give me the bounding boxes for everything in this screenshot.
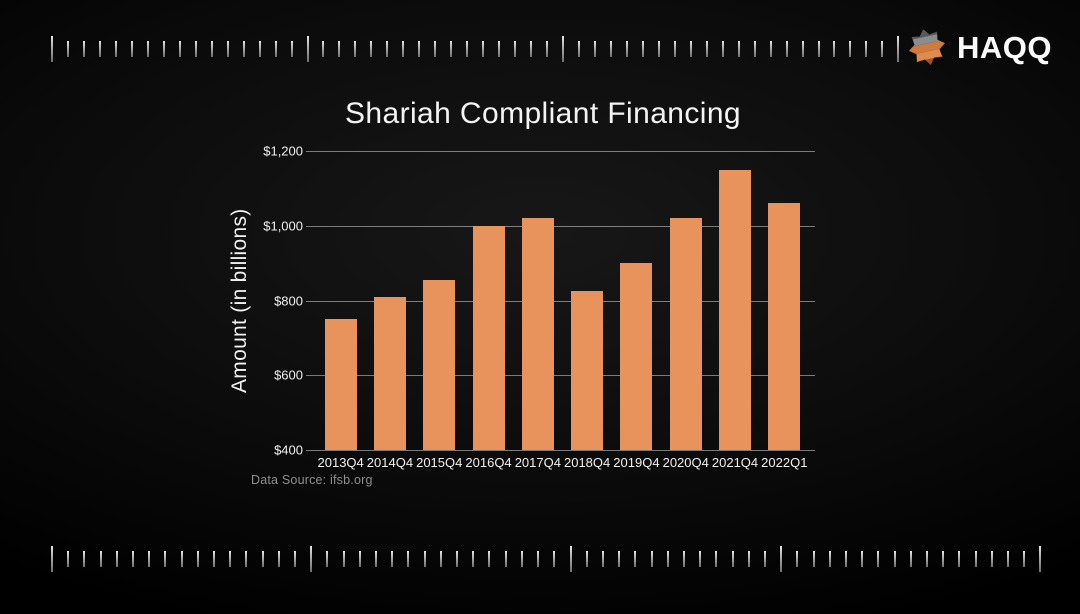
brand — [906, 26, 1052, 68]
ruler-tick — [132, 551, 134, 567]
ruler-tick — [514, 41, 516, 57]
ruler-tick — [618, 551, 620, 567]
ruler-tick — [833, 41, 835, 57]
x-tick-label: 2016Q4 — [465, 455, 512, 470]
chart-bar-2014Q4 — [374, 297, 406, 450]
bar-slot — [365, 151, 414, 470]
chart-bar-2018Q4 — [571, 291, 603, 450]
ruler-tick — [958, 551, 960, 567]
ruler-tick — [243, 41, 245, 57]
chart-bar-2019Q4 — [620, 263, 652, 450]
ruler-tick — [83, 551, 85, 567]
ruler-tick — [99, 41, 101, 57]
ruler-tick — [163, 41, 165, 57]
ruler-tick — [570, 546, 572, 572]
chart-bar-2017Q4 — [522, 218, 554, 450]
ruler-tick — [229, 551, 231, 567]
ruler-tick — [343, 551, 345, 567]
bar-slot — [710, 151, 759, 470]
ruler-tick — [546, 41, 548, 57]
ruler-tick — [211, 41, 213, 57]
ruler-tick — [845, 551, 847, 567]
ruler-tick — [748, 551, 750, 567]
ruler-tick — [521, 551, 523, 567]
ruler-tick — [683, 551, 685, 567]
y-tick-label: $400 — [274, 442, 303, 458]
gridline — [306, 450, 815, 451]
ruler-tick — [849, 41, 851, 57]
x-tick-label: 2020Q4 — [662, 455, 709, 470]
ruler-tick — [148, 551, 150, 567]
ruler-tick — [213, 551, 215, 567]
bar-slot — [760, 151, 809, 470]
chart-bar-2015Q4 — [423, 280, 455, 450]
ruler-tick — [227, 41, 229, 57]
ruler-tick — [505, 551, 507, 567]
ruler-tick — [562, 36, 564, 62]
ruler-tick — [699, 551, 701, 567]
y-tick-label: $1,200 — [263, 143, 303, 159]
y-axis-tick-labels — [230, 143, 303, 458]
x-tick-label: 2019Q4 — [613, 455, 660, 470]
ruler-tick — [674, 41, 676, 57]
x-tick-label: 2014Q4 — [366, 455, 414, 470]
ruler-tick — [802, 41, 804, 57]
ruler-tick — [897, 36, 899, 62]
y-axis-title: Amount (in billions) — [228, 208, 251, 393]
y-tick-label: $600 — [274, 367, 303, 383]
ruler-tick — [651, 551, 653, 567]
ruler-tick — [67, 551, 69, 567]
ruler-tick — [770, 41, 772, 57]
ruler-tick — [179, 41, 181, 57]
bar-slot — [661, 151, 710, 470]
ruler-tick — [1039, 546, 1041, 572]
ruler-tick — [418, 41, 420, 57]
ruler-tick — [164, 551, 166, 567]
ruler-tick — [326, 551, 328, 567]
ruler-tick — [67, 41, 69, 57]
ruler-tick — [195, 41, 197, 57]
ruler-tick — [706, 41, 708, 57]
x-tick-label: 2018Q4 — [563, 455, 611, 470]
ruler-tick — [722, 41, 724, 57]
ruler-tick — [780, 546, 782, 572]
ruler-tick — [813, 551, 815, 567]
ruler-tick — [391, 551, 393, 567]
x-tick-label: 2017Q4 — [514, 455, 561, 470]
ruler-tick — [354, 41, 356, 57]
ruler-tick — [322, 41, 324, 57]
ruler-tick — [658, 41, 660, 57]
ruler-tick — [359, 551, 361, 567]
ruler-tick — [881, 41, 883, 57]
x-tick-label: 2013Q4 — [317, 455, 364, 470]
ruler-tick — [586, 551, 588, 567]
chart-bar-2013Q4 — [325, 319, 357, 450]
bar-slot — [316, 151, 365, 470]
ruler-tick — [975, 551, 977, 567]
x-tick-label: 2021Q4 — [711, 455, 759, 470]
ruler-tick — [338, 41, 340, 57]
plot-area — [306, 151, 815, 470]
top-ruler — [51, 36, 900, 62]
ruler-tick — [259, 41, 261, 57]
bars-container — [316, 151, 809, 470]
ruler-tick — [1007, 551, 1009, 567]
ruler-tick — [402, 41, 404, 57]
ruler-tick — [440, 551, 442, 567]
y-tick-label: $800 — [274, 293, 303, 308]
ruler-tick — [245, 551, 247, 567]
brand-name: HAQQ — [957, 29, 1052, 65]
bar-slot — [513, 151, 562, 470]
ruler-tick — [147, 41, 149, 57]
bar-slot — [562, 151, 611, 470]
ruler-tick — [197, 551, 199, 567]
chart-bar-2022Q1 — [768, 203, 800, 450]
ruler-tick — [498, 41, 500, 57]
chart-bar-2016Q4 — [473, 226, 505, 450]
chart-bar-2021Q4 — [719, 170, 751, 450]
x-tick-label: 2022Q1 — [761, 455, 808, 470]
ruler-tick — [434, 41, 436, 57]
ruler-tick — [754, 41, 756, 57]
ruler-tick — [424, 551, 426, 567]
ruler-tick — [275, 41, 277, 57]
ruler-tick — [738, 41, 740, 57]
ruler-tick — [530, 41, 532, 57]
ruler-tick — [83, 41, 85, 57]
ruler-tick — [553, 551, 555, 567]
ruler-tick — [100, 551, 102, 567]
ruler-tick — [307, 36, 309, 62]
chart-title: Shariah Compliant Financing — [344, 97, 741, 130]
ruler-tick — [690, 41, 692, 57]
ruler-tick — [472, 551, 474, 567]
ruler-tick — [926, 551, 928, 567]
ruler-tick — [488, 551, 490, 567]
ruler-tick — [942, 551, 944, 567]
ruler-tick — [732, 551, 734, 567]
ruler-tick — [818, 41, 820, 57]
ruler-tick — [602, 551, 604, 567]
chart-bar-2020Q4 — [670, 218, 702, 450]
ruler-tick — [877, 551, 879, 567]
bar-slot — [464, 151, 513, 470]
ruler-tick — [642, 41, 644, 57]
ruler-tick — [450, 41, 452, 57]
ruler-tick — [386, 41, 388, 57]
ruler-tick — [578, 41, 580, 57]
ruler-tick — [370, 41, 372, 57]
bottom-ruler — [51, 545, 1042, 572]
ruler-tick — [610, 41, 612, 57]
ruler-tick — [537, 551, 539, 567]
ruler-tick — [262, 551, 264, 567]
ruler-tick — [51, 546, 53, 572]
ruler-tick — [181, 551, 183, 567]
x-tick-label: 2015Q4 — [416, 455, 463, 470]
ruler-tick — [116, 551, 118, 567]
ruler-tick — [375, 551, 377, 567]
ruler-tick — [310, 546, 312, 572]
ruler-tick — [466, 41, 468, 57]
ruler-tick — [115, 41, 117, 57]
ruler-tick — [764, 551, 766, 567]
bar-slot — [415, 151, 464, 470]
ruler-tick — [51, 36, 53, 62]
ruler-tick — [634, 551, 636, 567]
ruler-tick — [894, 551, 896, 567]
ruler-tick — [796, 551, 798, 567]
ruler-tick — [456, 551, 458, 567]
ruler-tick — [991, 551, 993, 567]
ruler-tick — [1023, 551, 1025, 567]
ruler-tick — [131, 41, 133, 57]
ruler-tick — [667, 551, 669, 567]
ruler-tick — [865, 41, 867, 57]
ruler-tick — [294, 551, 296, 567]
ruler-tick — [786, 41, 788, 57]
ruler-tick — [407, 551, 409, 567]
ruler-tick — [291, 41, 293, 57]
data-source-note: Data Source: ifsb.org — [251, 473, 373, 487]
ruler-tick — [278, 551, 280, 567]
y-tick-label: $1,000 — [263, 218, 303, 234]
ruler-tick — [715, 551, 717, 567]
ruler-tick — [594, 41, 596, 57]
ruler-tick — [910, 551, 912, 567]
haqq-star-icon — [906, 26, 948, 68]
ruler-tick — [482, 41, 484, 57]
ruler-tick — [861, 551, 863, 567]
ruler-tick — [626, 41, 628, 57]
ruler-tick — [829, 551, 831, 567]
bar-slot — [612, 151, 661, 470]
